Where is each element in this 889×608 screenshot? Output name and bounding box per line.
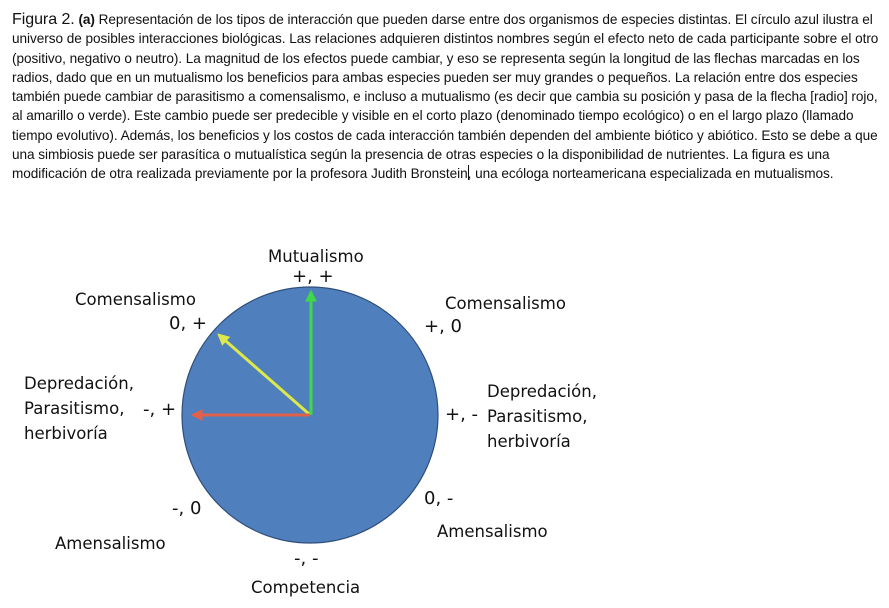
coord-top: +, + bbox=[292, 266, 334, 287]
figure-part-label: (a) bbox=[78, 12, 95, 27]
coord-top-left: 0, + bbox=[169, 313, 207, 334]
coord-bottom: -, - bbox=[294, 548, 319, 569]
label-depredacion-left-line3: herbivoría bbox=[24, 424, 108, 443]
coord-top-right: +, 0 bbox=[424, 316, 462, 337]
coord-bottom-left: -, 0 bbox=[172, 498, 202, 519]
coord-right: +, - bbox=[445, 404, 479, 425]
figure-label: Figura 2. bbox=[12, 11, 75, 28]
label-depredacion-right bbox=[487, 379, 597, 454]
coord-bottom-right: 0, - bbox=[424, 488, 454, 509]
label-competencia: Competencia bbox=[251, 578, 361, 597]
label-mutualismo: Mutualismo bbox=[268, 247, 364, 266]
caption-text: Representación de los tipos de interacción que pueden darse entre dos organismos de especies distintas. El círculo azul ilustra el universo de posibles interacciones biológicas. Las relaciones adquieren distintos nombres según el efecto neto de cada participante sobre el otro (positivo, negativo o neutro). La magnitud de los efectos puede cambiar, y eso se representa según la longitud de las flechas marcadas en los radios, dado que en un mutualismo los beneficios para ambas especies pueden ser muy grandes o pequeños. La relación entre dos especies también puede cambiar de parasitismo a comensalismo, e incluso a mutualismo (es decir que cambia su posición y pasa de la flecha [radio] rojo, al amarillo o verde). Este cambio puede ser predecible y visible en el corto plazo (denominado tiempo ecológico) o en el largo plazo (llamado tiempo evolutivo). Además, los beneficios y los costos de cada interacción también dependen del ambiente biótico y abiótico. Esto se debe a que una simbiosis puede ser parasítica o mutualística según la presencia de otras especies o la disponibilidad de nutrientes. La figura es una modificación de otra realizada previamente por la profesora Judith Bronstein bbox=[12, 12, 879, 182]
label-depredacion-right-line3: herbivoría bbox=[487, 432, 571, 451]
label-depredacion-left-line2: Parasitismo, bbox=[24, 399, 125, 418]
coord-left: -, + bbox=[143, 399, 177, 420]
label-depredacion-right-line2: Parasitismo, bbox=[487, 407, 588, 426]
label-depredacion-right-line1: Depredación, bbox=[487, 382, 597, 401]
label-comensalismo-right: Comensalismo bbox=[445, 294, 566, 313]
label-comensalismo-left: Comensalismo bbox=[75, 290, 196, 309]
label-depredacion-left bbox=[24, 371, 134, 446]
label-depredacion-left-line1: Depredación, bbox=[24, 374, 134, 393]
label-amensalismo-left: Amensalismo bbox=[55, 534, 166, 553]
label-amensalismo-right: Amensalismo bbox=[437, 522, 548, 541]
caption-text-end: , una ecóloga norteamericana especializada en mutualismos. bbox=[467, 166, 834, 182]
